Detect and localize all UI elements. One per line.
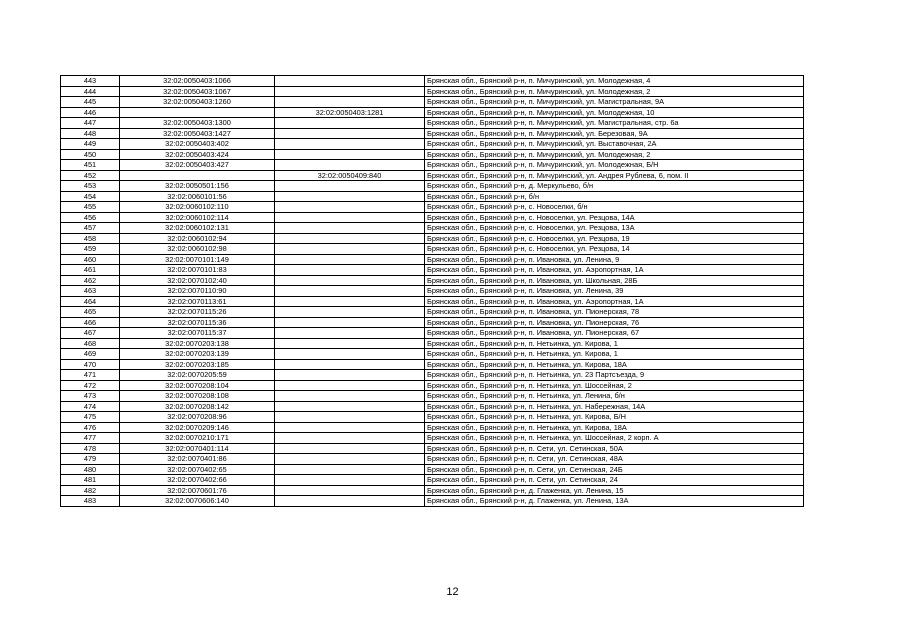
- cadastral-number-cell: 32:02:0050403:1260: [120, 97, 275, 108]
- table-row: [61, 370, 804, 381]
- address-cell: Брянская обл., Брянский р-н, п. Мичуринский, ул. Молодежная, Б/Н: [425, 160, 804, 171]
- address-cell: Брянская обл., Брянский р-н, д. Глаженка, ул. Ленина, 13А: [425, 496, 804, 507]
- cadastral-number-cell: 32:02:0050501:156: [120, 181, 275, 192]
- cadastral-number-alt-cell: [275, 223, 425, 234]
- row-number-cell: 468: [61, 338, 120, 349]
- cadastral-number-cell: [120, 107, 275, 118]
- row-number-cell: 457: [61, 223, 120, 234]
- address-cell: Брянская обл., Брянский р-н, п. Мичуринский, ул. Молодежная, 10: [425, 107, 804, 118]
- row-number-cell: 481: [61, 475, 120, 486]
- cadastral-number-alt-cell: [275, 349, 425, 360]
- table-row: [61, 464, 804, 475]
- table-row: [61, 328, 804, 339]
- cadastral-number-cell: 32:02:0070209:146: [120, 422, 275, 433]
- table-row: [61, 160, 804, 171]
- cadastral-number-cell: 32:02:0060102:94: [120, 233, 275, 244]
- address-cell: Брянская обл., Брянский р-н, п. Нетьинка, ул. Кирова, Б/Н: [425, 412, 804, 423]
- cadastral-number-cell: 32:02:0060102:98: [120, 244, 275, 255]
- table-row: [61, 349, 804, 360]
- table-row: [61, 359, 804, 370]
- row-number-cell: 455: [61, 202, 120, 213]
- table-row: [61, 181, 804, 192]
- cadastral-number-cell: 32:02:0070101:83: [120, 265, 275, 276]
- cadastral-number-cell: 32:02:0070205:59: [120, 370, 275, 381]
- row-number-cell: 460: [61, 254, 120, 265]
- table-row: [61, 86, 804, 97]
- cadastral-number-alt-cell: [275, 443, 425, 454]
- address-cell: Брянская обл., Брянский р-н, п. Мичуринский, ул. Андрея Рублева, 6, пом. II: [425, 170, 804, 181]
- cadastral-number-alt-cell: [275, 160, 425, 171]
- row-number-cell: 447: [61, 118, 120, 129]
- row-number-cell: 466: [61, 317, 120, 328]
- address-cell: Брянская обл., Брянский р-н, п. Нетьинка, ул. Кирова, 18А: [425, 359, 804, 370]
- row-number-cell: 472: [61, 380, 120, 391]
- table-row: [61, 401, 804, 412]
- cadastral-number-alt-cell: [275, 202, 425, 213]
- cadastral-number-cell: 32:02:0050403:427: [120, 160, 275, 171]
- table-row: [61, 191, 804, 202]
- table-row: [61, 391, 804, 402]
- cadastral-number-cell: 32:02:0070601:76: [120, 485, 275, 496]
- address-cell: Брянская обл., Брянский р-н, с. Новоселки, ул. Резцова, 13А: [425, 223, 804, 234]
- address-cell: Брянская обл., Брянский р-н, п. Мичуринский, ул. Березовая, 9А: [425, 128, 804, 139]
- row-number-cell: 476: [61, 422, 120, 433]
- table-row: [61, 149, 804, 160]
- cadastral-number-alt-cell: [275, 128, 425, 139]
- table-row: [61, 485, 804, 496]
- cadastral-number-alt-cell: [275, 464, 425, 475]
- cadastral-number-cell: 32:02:0070402:66: [120, 475, 275, 486]
- row-number-cell: 449: [61, 139, 120, 150]
- table-row: [61, 76, 804, 87]
- row-number-cell: 459: [61, 244, 120, 255]
- address-cell: Брянская обл., Брянский р-н, с. Новоселки, ул. Резцова, 14: [425, 244, 804, 255]
- table-row: [61, 223, 804, 234]
- table-row: [61, 244, 804, 255]
- table-row: [61, 265, 804, 276]
- cadastral-number-cell: 32:02:0070110:90: [120, 286, 275, 297]
- row-number-cell: 443: [61, 76, 120, 87]
- row-number-cell: 462: [61, 275, 120, 286]
- cadastral-number-alt-cell: [275, 244, 425, 255]
- address-cell: Брянская обл., Брянский р-н, п. Нетьинка, ул. 23 Партсъезда, 9: [425, 370, 804, 381]
- table-row: [61, 286, 804, 297]
- table-row: [61, 433, 804, 444]
- row-number-cell: 478: [61, 443, 120, 454]
- cadastral-number-alt-cell: [275, 496, 425, 507]
- page-number: 12: [446, 586, 459, 598]
- row-number-cell: 474: [61, 401, 120, 412]
- row-number-cell: 452: [61, 170, 120, 181]
- address-cell: Брянская обл., Брянский р-н, п. Сети, ул. Сетинская, 24: [425, 475, 804, 486]
- cadastral-number-alt-cell: [275, 97, 425, 108]
- address-cell: Брянская обл., Брянский р-н, п. Ивановка, ул. Ленина, 39: [425, 286, 804, 297]
- cadastral-number-alt-cell: [275, 454, 425, 465]
- row-number-cell: 479: [61, 454, 120, 465]
- address-cell: Брянская обл., Брянский р-н, д. Меркульево, б/н: [425, 181, 804, 192]
- address-cell: Брянская обл., Брянский р-н, п. Нетьинка, ул. Ленина, б/н: [425, 391, 804, 402]
- cadastral-number-alt-cell: [275, 380, 425, 391]
- cadastral-number-alt-cell: [275, 191, 425, 202]
- cadastral-number-alt-cell: [275, 254, 425, 265]
- address-cell: Брянская обл., Брянский р-н, п. Мичуринский, ул. Магистральная, стр. 6а: [425, 118, 804, 129]
- cadastral-number-alt-cell: [275, 370, 425, 381]
- address-cell: Брянская обл., Брянский р-н, п. Мичуринский, ул. Молодежная, 4: [425, 76, 804, 87]
- row-number-cell: 461: [61, 265, 120, 276]
- address-cell: Брянская обл., Брянский р-н, п. Ивановка, ул. Пионерская, 76: [425, 317, 804, 328]
- cadastral-number-cell: 32:02:0070208:96: [120, 412, 275, 423]
- row-number-cell: 469: [61, 349, 120, 360]
- table-row: [61, 254, 804, 265]
- table-row: [61, 139, 804, 150]
- cadastral-number-alt-cell: [275, 233, 425, 244]
- address-cell: Брянская обл., Брянский р-н, с. Новоселки, б/н: [425, 202, 804, 213]
- cadastral-number-alt-cell: 32:02:0050403:1281: [275, 107, 425, 118]
- table-row: [61, 443, 804, 454]
- cadastral-number-alt-cell: [275, 275, 425, 286]
- table-row: [61, 97, 804, 108]
- cadastral-number-alt-cell: [275, 485, 425, 496]
- row-number-cell: 456: [61, 212, 120, 223]
- address-cell: Брянская обл., Брянский р-н, п. Нетьинка, ул. Набережная, 14А: [425, 401, 804, 412]
- cadastral-number-alt-cell: [275, 286, 425, 297]
- cadastral-number-alt-cell: [275, 391, 425, 402]
- address-cell: Брянская обл., Брянский р-н, п. Мичуринский, ул. Магистральная, 9А: [425, 97, 804, 108]
- address-cell: Брянская обл., Брянский р-н, п. Сети, ул. Сетинская, 48А: [425, 454, 804, 465]
- address-cell: Брянская обл., Брянский р-н, п. Ивановка, ул. Пионерская, 67: [425, 328, 804, 339]
- row-number-cell: 444: [61, 86, 120, 97]
- row-number-cell: 450: [61, 149, 120, 160]
- cadastral-table: [60, 75, 804, 507]
- row-number-cell: 470: [61, 359, 120, 370]
- row-number-cell: 467: [61, 328, 120, 339]
- row-number-cell: 451: [61, 160, 120, 171]
- table-row: [61, 317, 804, 328]
- address-cell: Брянская обл., Брянский р-н, п. Нетьинка, ул. Кирова, 18А: [425, 422, 804, 433]
- address-cell: Брянская обл., Брянский р-н, п. Ивановка, ул. Ленина, 9: [425, 254, 804, 265]
- row-number-cell: 473: [61, 391, 120, 402]
- cadastral-number-cell: 32:02:0070401:86: [120, 454, 275, 465]
- address-cell: Брянская обл., Брянский р-н, б/н: [425, 191, 804, 202]
- cadastral-number-cell: 32:02:0060102:114: [120, 212, 275, 223]
- cadastral-number-cell: 32:02:0060102:131: [120, 223, 275, 234]
- cadastral-number-cell: 32:02:0050403:1067: [120, 86, 275, 97]
- cadastral-number-cell: 32:02:0070203:185: [120, 359, 275, 370]
- cadastral-number-cell: 32:02:0050403:402: [120, 139, 275, 150]
- table-row: [61, 422, 804, 433]
- cadastral-number-cell: 32:02:0050403:424: [120, 149, 275, 160]
- cadastral-number-alt-cell: [275, 338, 425, 349]
- table-row: [61, 307, 804, 318]
- address-cell: Брянская обл., Брянский р-н, п. Мичуринский, ул. Молодежная, 2: [425, 86, 804, 97]
- address-cell: Брянская обл., Брянский р-н, п. Ивановка, ул. Аэропортная, 1А: [425, 265, 804, 276]
- cadastral-number-cell: 32:02:0050403:1300: [120, 118, 275, 129]
- table-body: [61, 76, 804, 507]
- table-row: [61, 496, 804, 507]
- row-number-cell: 448: [61, 128, 120, 139]
- cadastral-number-cell: 32:02:0070113:61: [120, 296, 275, 307]
- table-row: [61, 338, 804, 349]
- cadastral-number-alt-cell: [275, 86, 425, 97]
- row-number-cell: 453: [61, 181, 120, 192]
- cadastral-number-alt-cell: [275, 307, 425, 318]
- address-cell: Брянская обл., Брянский р-н, п. Ивановка, ул. Школьная, 28Б: [425, 275, 804, 286]
- table-row: [61, 212, 804, 223]
- cadastral-number-alt-cell: [275, 328, 425, 339]
- cadastral-number-cell: 32:02:0070203:139: [120, 349, 275, 360]
- row-number-cell: 480: [61, 464, 120, 475]
- table-row: [61, 128, 804, 139]
- row-number-cell: 445: [61, 97, 120, 108]
- address-cell: Брянская обл., Брянский р-н, п. Нетьинка, ул. Шоссейная, 2 корп. А: [425, 433, 804, 444]
- cadastral-number-alt-cell: [275, 149, 425, 160]
- table-row: [61, 202, 804, 213]
- table-row: [61, 412, 804, 423]
- cadastral-number-alt-cell: [275, 212, 425, 223]
- cadastral-number-alt-cell: [275, 422, 425, 433]
- row-number-cell: 446: [61, 107, 120, 118]
- row-number-cell: 483: [61, 496, 120, 507]
- address-cell: Брянская обл., Брянский р-н, с. Новоселки, ул. Резцова, 19: [425, 233, 804, 244]
- row-number-cell: 463: [61, 286, 120, 297]
- table-row: [61, 454, 804, 465]
- table-row: [61, 233, 804, 244]
- cadastral-number-cell: 32:02:0070115:26: [120, 307, 275, 318]
- row-number-cell: 465: [61, 307, 120, 318]
- address-cell: Брянская обл., Брянский р-н, п. Ивановка, ул. Аэропортная, 1А: [425, 296, 804, 307]
- row-number-cell: 458: [61, 233, 120, 244]
- table-row: [61, 275, 804, 286]
- address-cell: Брянская обл., Брянский р-н, п. Нетьинка, ул. Кирова, 1: [425, 349, 804, 360]
- address-cell: Брянская обл., Брянский р-н, п. Мичуринский, ул. Выставочная, 2А: [425, 139, 804, 150]
- cadastral-number-cell: 32:02:0070101:149: [120, 254, 275, 265]
- cadastral-number-cell: 32:02:0070203:138: [120, 338, 275, 349]
- cadastral-number-alt-cell: [275, 76, 425, 87]
- cadastral-number-cell: 32:02:0070210:171: [120, 433, 275, 444]
- cadastral-number-cell: 32:02:0060102:110: [120, 202, 275, 213]
- address-cell: Брянская обл., Брянский р-н, п. Сети, ул. Сетинская, 50А: [425, 443, 804, 454]
- address-cell: Брянская обл., Брянский р-н, с. Новоселки, ул. Резцова, 14А: [425, 212, 804, 223]
- table-row: [61, 107, 804, 118]
- cadastral-number-alt-cell: [275, 296, 425, 307]
- address-cell: Брянская обл., Брянский р-н, п. Ивановка, ул. Пионерская, 78: [425, 307, 804, 318]
- address-cell: Брянская обл., Брянский р-н, п. Сети, ул. Сетинская, 24Б: [425, 464, 804, 475]
- cadastral-number-cell: 32:02:0070115:36: [120, 317, 275, 328]
- cadastral-number-alt-cell: [275, 412, 425, 423]
- cadastral-number-cell: 32:02:0070208:104: [120, 380, 275, 391]
- cadastral-number-alt-cell: 32:02:0050409:840: [275, 170, 425, 181]
- cadastral-number-alt-cell: [275, 317, 425, 328]
- cadastral-number-cell: 32:02:0070606:140: [120, 496, 275, 507]
- cadastral-number-cell: 32:02:0060101:56: [120, 191, 275, 202]
- cadastral-number-cell: 32:02:0070115:37: [120, 328, 275, 339]
- cadastral-number-cell: 32:02:0070402:65: [120, 464, 275, 475]
- cadastral-number-alt-cell: [275, 401, 425, 412]
- cadastral-number-cell: [120, 170, 275, 181]
- cadastral-number-cell: 32:02:0070102:40: [120, 275, 275, 286]
- address-cell: Брянская обл., Брянский р-н, п. Мичуринский, ул. Молодежная, 2: [425, 149, 804, 160]
- table-row: [61, 118, 804, 129]
- table-row: [61, 475, 804, 486]
- row-number-cell: 477: [61, 433, 120, 444]
- cadastral-number-cell: 32:02:0070401:114: [120, 443, 275, 454]
- cadastral-number-cell: 32:02:0070208:108: [120, 391, 275, 402]
- row-number-cell: 454: [61, 191, 120, 202]
- cadastral-number-cell: 32:02:0050403:1066: [120, 76, 275, 87]
- cadastral-number-alt-cell: [275, 265, 425, 276]
- row-number-cell: 482: [61, 485, 120, 496]
- row-number-cell: 464: [61, 296, 120, 307]
- table-row: [61, 380, 804, 391]
- row-number-cell: 475: [61, 412, 120, 423]
- address-cell: Брянская обл., Брянский р-н, д. Глаженка, ул. Ленина, 15: [425, 485, 804, 496]
- cadastral-number-cell: 32:02:0050403:1427: [120, 128, 275, 139]
- cadastral-number-alt-cell: [275, 359, 425, 370]
- cadastral-number-alt-cell: [275, 118, 425, 129]
- address-cell: Брянская обл., Брянский р-н, п. Нетьинка, ул. Кирова, 1: [425, 338, 804, 349]
- cadastral-number-alt-cell: [275, 433, 425, 444]
- row-number-cell: 471: [61, 370, 120, 381]
- cadastral-number-alt-cell: [275, 181, 425, 192]
- table-row: [61, 296, 804, 307]
- address-cell: Брянская обл., Брянский р-н, п. Нетьинка, ул. Шоссейная, 2: [425, 380, 804, 391]
- cadastral-number-alt-cell: [275, 475, 425, 486]
- cadastral-number-cell: 32:02:0070208:142: [120, 401, 275, 412]
- cadastral-number-alt-cell: [275, 139, 425, 150]
- table-row: [61, 170, 804, 181]
